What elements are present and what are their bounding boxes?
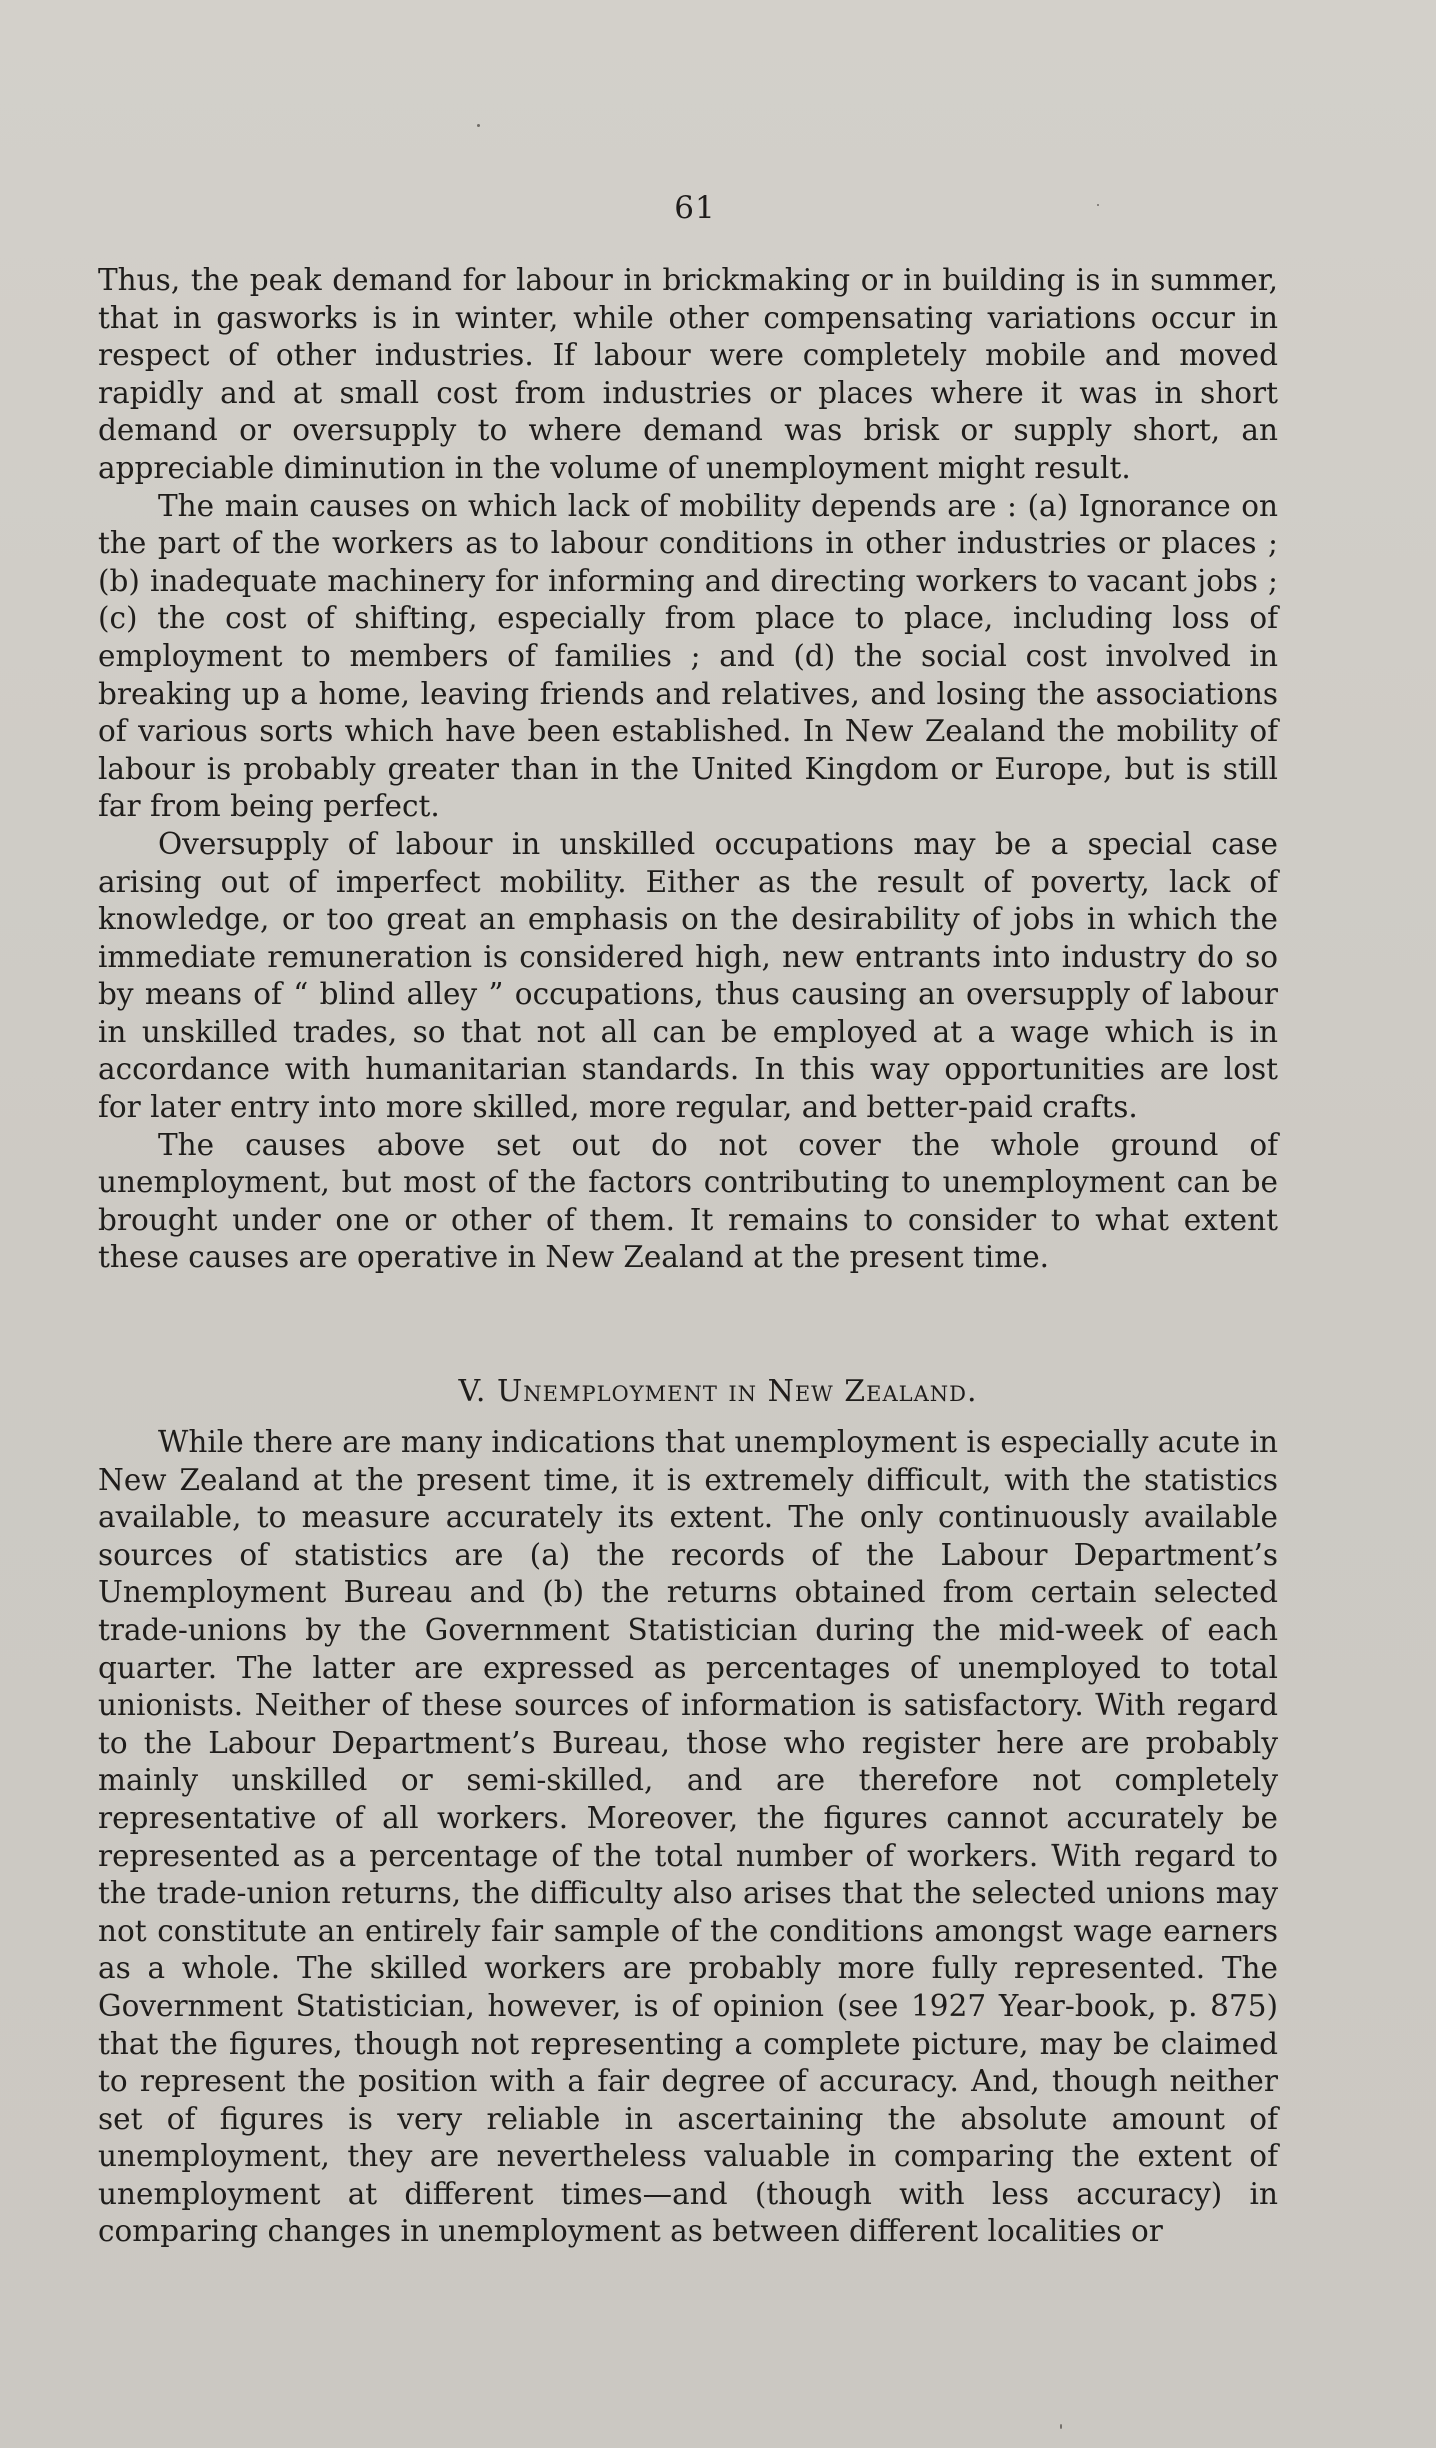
paragraph-oversupply: Oversupply of labour in unskilled occupations may be a special case arising out of imperfect mobility. Either as the result of poverty, lack of knowledge, or too great an emphasis on the desirability of jobs in which the immediate remuneration is considered high, new entrants into industry do so by means of “ blind alley ” occupations, thus causing an oversupply of labour in unskilled trades, so that not all can be employed at a wage which is in accordance with humanitarian standards. In this way opportunities are lost for later entry into more skilled, more regular, and better-paid crafts.	[98, 826, 1278, 1125]
paragraph-seasonal-variation: Thus, the peak demand for labour in brickmaking or in building is in summer, that in gasworks is in winter, while other compensating variations occur in respect of other industries. If labour were completely mobile and moved rapidly and at small cost from industries or places where it was in short demand or oversupply to where demand was brisk or supply short, an appreciable diminution in the volume of unemployment might result.	[98, 263, 1278, 485]
section-heading: V. Unemployment in New Zealand.	[458, 1374, 978, 1409]
section-body-text	[98, 1424, 1278, 2251]
paper-speck	[477, 124, 480, 127]
page-number: 61	[674, 190, 716, 226]
paragraph-unemployment-statistics: While there are many indications that unemployment is especially acute in New Zealand at the present time, it is extremely difficult, with the statistics available, to measure accurately its extent. The only continuously available sources of statistics are (a) the records of the Labour Department’s Unemployment Bureau and (b) the returns obtained from certain selected trade-unions by the Government Statistician during the mid-week of each quarter. The latter are expressed as percentages of unemployed to total unionists. Neither of these sources of information is satisfactory. With regard to the Labour Department’s Bureau, those who register here are probably mainly unskilled or semi-skilled, and are therefore not completely representative of all workers. Moreover, the figures cannot accurately be represented as a percentage of the total number of workers. With regard to the trade-union returns, the difficulty also arises that the selected unions may not constitute an entirely fair sample of the conditions amongst wage earners as a whole. The skilled workers are probably more fully represented. The Government Statistician, however, is of opinion (see 1927 Year-book, p. 875) that the figures, though not representing a complete picture, may be claimed to represent the position with a fair degree of accuracy. And, though neither set of figures is very reliable in ascertaining the absolute amount of unemployment, they are nevertheless valuable in comparing the extent of unemployment at different times—and (though with less accuracy) in comparing changes in unemployment as between different localities or	[98, 1425, 1278, 2249]
paragraph-mobility-causes: The main causes on which lack of mobility depends are : (a) Ignorance on the part of the workers as to labour conditions in other industries or places ; (b) inadequate machinery for informing and directing workers to vacant jobs ; (c) the cost of shifting, especially from place to place, including loss of employment to members of families ; and (d) the social cost involved in breaking up a home, leaving friends and relatives, and losing the associations of various sorts which have been established. In New Zealand the mobility of labour is probably greater than in the United Kingdom or Europe, but is still far from being perfect.	[98, 488, 1278, 824]
paragraph-causes-summary: The causes above set out do not cover the whole ground of unemployment, but most of the factors contributing to unemployment can be brought under one or other of them. It remains to consider to what extent these causes are operative in New Zealand at the present time.	[98, 1127, 1278, 1275]
paper-speck	[1097, 204, 1099, 206]
paper-speck	[1060, 2424, 1062, 2429]
body-text	[98, 262, 1278, 1277]
